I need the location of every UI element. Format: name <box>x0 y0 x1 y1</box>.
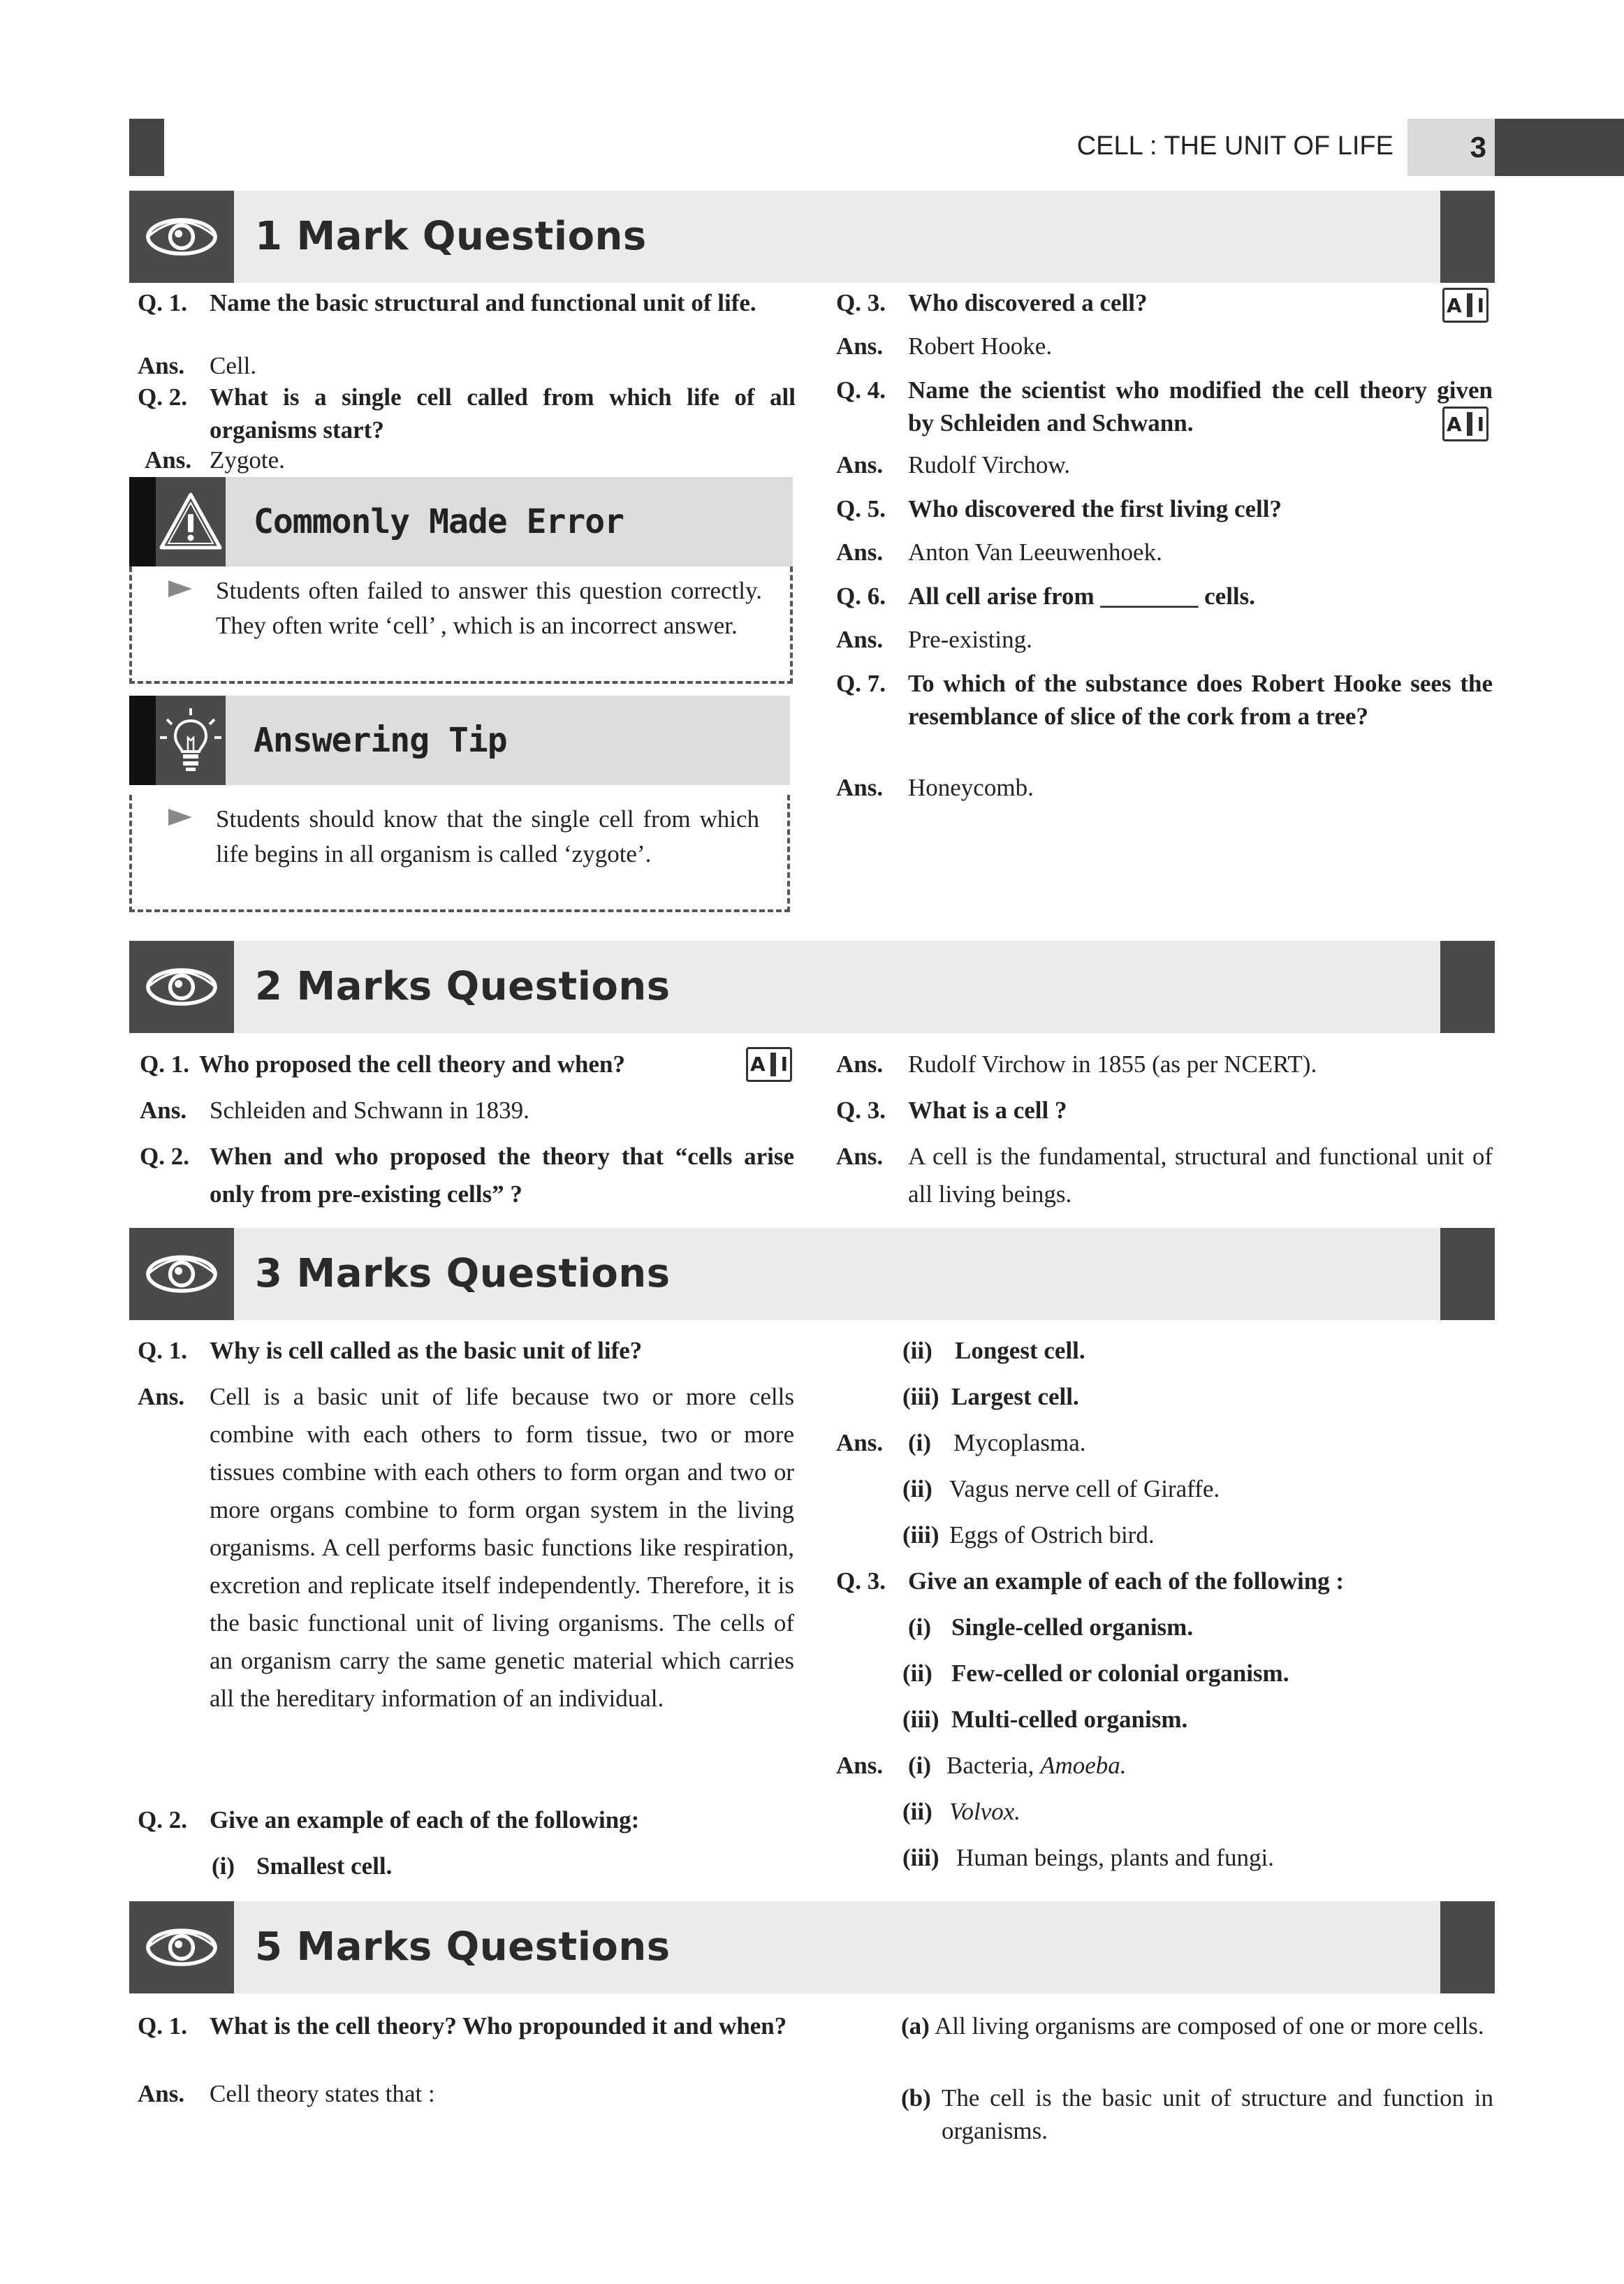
answer-1-part-b: (b) The cell is the basic unit of structure and function in organisms. <box>901 2084 1493 2144</box>
section-title: 1 Mark Questions <box>255 214 647 259</box>
question-2-part-i: (i) Smallest cell. <box>212 1852 393 1880</box>
eye-icon <box>129 941 234 1033</box>
answer-7: Ans. Honeycomb. <box>836 774 1034 801</box>
answering-tip-box <box>129 795 790 912</box>
section-2-marks-header <box>129 941 1495 1033</box>
tip-box-text: Students should know that the single cell from which life begins in all organism is called ‘zygote’. <box>216 805 759 868</box>
question-2-part-ii: (ii) Longest cell. <box>902 1337 1085 1364</box>
question-6: Q. 6. All cell arise from ________ cells. <box>836 583 1256 610</box>
section-title: 3 Marks Questions <box>255 1251 671 1296</box>
section-accent-block <box>1440 1901 1495 1993</box>
eye-icon <box>129 1901 234 1993</box>
question-3-part-iii: (iii) Multi-celled organism. <box>902 1706 1188 1733</box>
answer-2: Ans. (i) Mycoplasma. <box>836 1429 1086 1456</box>
eye-icon <box>129 191 234 283</box>
question-1: Q. 1. Name the basic structural and functional unit of life. <box>138 289 756 316</box>
question-2: Q. 2. When and who proposed the theory that “cells arise only from pre-existing cells” ? <box>140 1143 794 1208</box>
commonly-made-error-header <box>129 477 793 566</box>
question-5: Q. 5. Who discovered the first living cell? <box>836 495 1282 522</box>
section-1-mark-header <box>129 191 1495 283</box>
section-3-marks-header <box>129 1228 1495 1320</box>
eye-icon <box>129 1228 234 1320</box>
question-1: Q. 1. Who proposed the cell theory and when? <box>140 1051 625 1078</box>
bullet-arrow-icon <box>168 809 192 826</box>
question-7: Q. 7. To which of the substance does Robert Hooke sees the resemblance of slice of the cork from a tree? <box>836 670 1493 730</box>
ai-book-icon: A I <box>1442 407 1488 441</box>
bullet-arrow-icon <box>168 580 192 597</box>
answer-3-part-ii: (ii) Volvox. <box>902 1798 1021 1825</box>
section-5-marks-header <box>129 1901 1495 1993</box>
lightbulb-icon <box>156 696 226 785</box>
question-2: Q. 2. What is a single cell called from which life of all organisms start? <box>138 383 796 444</box>
question-1: Q. 1. What is the cell theory? Who propounded it and when? <box>138 2012 787 2040</box>
question-3-part-i: (i) Single-celled organism. <box>908 1613 1194 1641</box>
section-accent-block <box>1440 191 1495 283</box>
ai-book-icon: A I <box>1442 288 1488 323</box>
ai-book-icon: A I <box>746 1047 792 1082</box>
section-title: 2 Marks Questions <box>255 964 671 1009</box>
question-3-part-ii: (ii) Few-celled or colonial organism. <box>902 1660 1289 1687</box>
warning-triangle-icon <box>156 477 226 566</box>
answer-2: Ans. Zygote. <box>145 446 285 474</box>
question-1: Q. 1. Why is cell called as the basic unit of life? <box>138 1337 643 1364</box>
chapter-title: CELL : THE UNIT OF LIFE <box>1076 131 1393 161</box>
question-3: Q. 3. What is a cell ? <box>836 1097 1067 1124</box>
question-4: Q. 4. Name the scientist who modified the cell theory given by Schleiden and Schwann. <box>836 376 1493 437</box>
answer-2-part-iii: (iii) Eggs of Ostrich bird. <box>902 1521 1155 1549</box>
answer-1: Ans. Schleiden and Schwann in 1839. <box>140 1097 529 1124</box>
section-title: 5 Marks Questions <box>255 1924 671 1970</box>
answer-5: Ans. Anton Van Leeuwenhoek. <box>836 539 1162 566</box>
answer-3-part-iii: (iii) Human beings, plants and fungi. <box>902 1844 1274 1871</box>
section-accent-block <box>1440 1228 1495 1320</box>
question-3: Q. 3. Who discovered a cell? <box>836 289 1148 316</box>
question-3: Q. 3. Give an example of each of the following : <box>836 1567 1345 1595</box>
answer-1: Ans. Cell is a basic unit of life because two or more cells combine with each others to form tissue, two or more tissues combine with each others to form organ and two or more organs combine to form organ system in the living organisms. A cell performs basic functions like respiration, excretion and replicate itself independently. Therefore, it is the basic functional unit of living organisms. The cells of an organism carry the same genetic material which carries all the hereditary information of an individual. <box>138 1383 794 1712</box>
header-right-bar <box>1495 119 1624 176</box>
question-2: Q. 2. Give an example of each of the following: <box>138 1806 640 1833</box>
answer-4: Ans. Rudolf Virchow. <box>836 451 1071 478</box>
answer-2-part-ii: (ii) Vagus nerve cell of Giraffe. <box>902 1475 1220 1502</box>
section-accent-block <box>1440 941 1495 1033</box>
answering-tip-header <box>129 696 790 785</box>
answer-1-part-a: (a) All living organisms are composed of one or more cells. <box>901 2012 1484 2040</box>
answer-3: Ans. (i) Bacteria, Amoeba. <box>836 1752 1127 1779</box>
answer-1: Ans. Cell theory states that : <box>138 2080 435 2107</box>
answer-2: Ans. Rudolf Virchow in 1855 (as per NCERT). <box>836 1051 1317 1078</box>
header-left-bar <box>129 119 164 176</box>
answer-3: Ans. A cell is the fundamental, structural and functional unit of all living beings. <box>836 1143 1493 1208</box>
commonly-made-error-box <box>129 566 793 684</box>
error-box-title: Commonly Made Error <box>254 502 624 541</box>
error-box-text: Students often failed to answer this question correctly. They often write ‘cell’ , which is an incorrect answer. <box>216 577 762 639</box>
answer-6: Ans. Pre-existing. <box>836 626 1032 653</box>
answer-1: Ans. Cell. <box>138 352 257 379</box>
question-2-part-iii: (iii) Largest cell. <box>902 1383 1079 1410</box>
page-number: 3 <box>1407 119 1495 176</box>
tip-box-title: Answering Tip <box>254 721 507 760</box>
answer-3: Ans. Robert Hooke. <box>836 332 1053 360</box>
